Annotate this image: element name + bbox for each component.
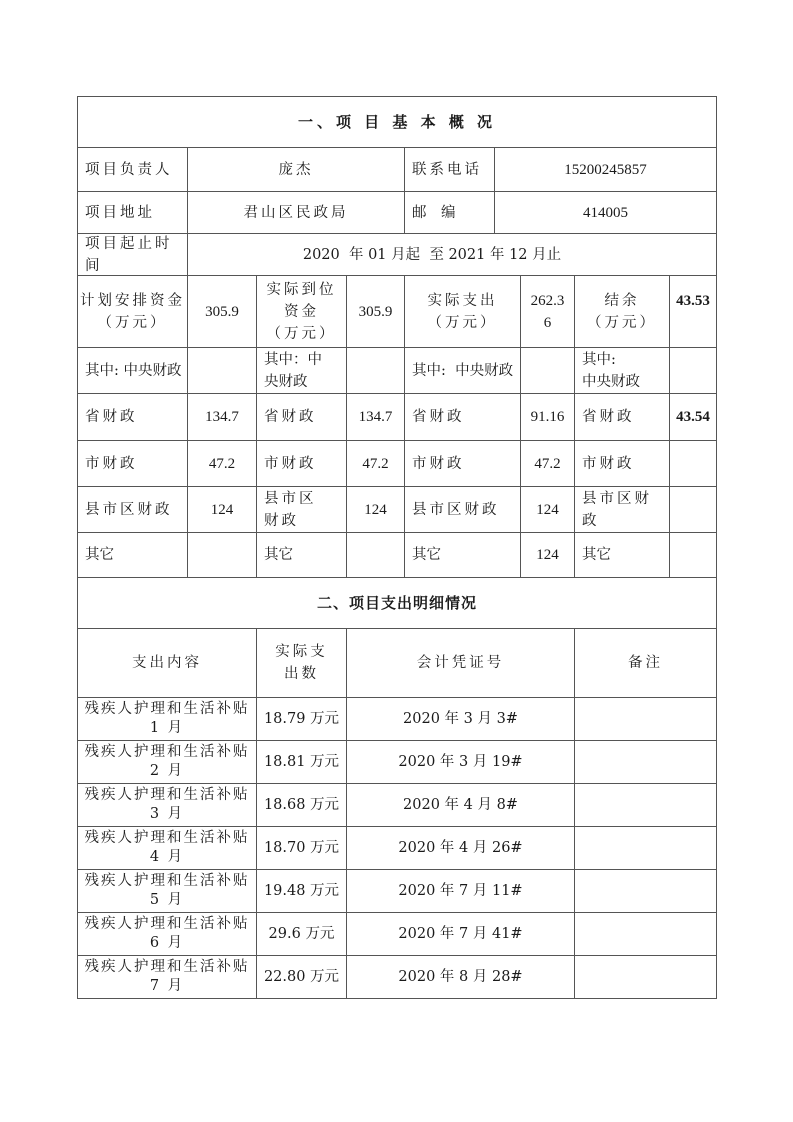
header-voucher: 会计凭证号 (346, 628, 575, 698)
central-planned-value (187, 347, 257, 394)
manager-value: 庞杰 (187, 147, 405, 192)
row-amount: 18.81 万元 (256, 740, 347, 784)
row-remark (574, 697, 717, 741)
header-content: 支出内容 (77, 628, 257, 698)
county-spent-label: 县市区财政 (404, 486, 521, 533)
row-amount: 18.70 万元 (256, 826, 347, 870)
other-spent-value: 124 (520, 532, 575, 578)
row-content: 残疾人护理和生活补贴 7 月 (77, 955, 257, 999)
county-spent-value: 124 (520, 486, 575, 533)
postcode-value: 414005 (494, 191, 717, 234)
row-voucher: 2020 年 3 月 3# (346, 697, 575, 741)
provincial-spent-value: 91.16 (520, 393, 575, 441)
provincial-balance-value: 43.54 (669, 393, 717, 441)
row-voucher: 2020 年 4 月 26# (346, 826, 575, 870)
county-balance-value (669, 486, 717, 533)
balance-value: 43.53 (669, 275, 717, 348)
row-remark (574, 826, 717, 870)
central-spent-value (520, 347, 575, 394)
county-balance-label: 县市区财政 (574, 486, 670, 533)
postcode-label: 邮 编 (404, 191, 495, 234)
row-amount: 19.48 万元 (256, 869, 347, 913)
row-content: 残疾人护理和生活补贴 6 月 (77, 912, 257, 956)
address-value: 君山区民政局 (187, 191, 405, 234)
period-value: 2020 年 01 月起 至 2021 年 12 月止 (187, 233, 717, 276)
central-planned-label: 其中: 中央财政 (77, 347, 188, 394)
planned-funds-value: 305.9 (187, 275, 257, 348)
row-remark (574, 740, 717, 784)
row-content: 残疾人护理和生活补贴 1 月 (77, 697, 257, 741)
other-spent-label: 其它 (404, 532, 521, 578)
received-funds-label: 实际到位 资金 （万元） (256, 275, 347, 348)
city-balance-value (669, 440, 717, 487)
row-remark (574, 869, 717, 913)
header-amount: 实际支 出数 (256, 628, 347, 698)
spent-funds-value: 262.36 (520, 275, 575, 348)
city-spent-label: 市财政 (404, 440, 521, 487)
other-balance-value (669, 532, 717, 578)
phone-value: 15200245857 (494, 147, 717, 192)
address-label: 项目地址 (77, 191, 188, 234)
provincial-spent-label: 省财政 (404, 393, 521, 441)
row-content: 残疾人护理和生活补贴 2 月 (77, 740, 257, 784)
county-planned-value: 124 (187, 486, 257, 533)
other-received-value (346, 532, 405, 578)
provincial-planned-label: 省财政 (77, 393, 188, 441)
row-voucher: 2020 年 7 月 41# (346, 912, 575, 956)
row-voucher: 2020 年 8 月 28# (346, 955, 575, 999)
phone-label: 联系电话 (404, 147, 495, 192)
row-remark (574, 783, 717, 827)
other-balance-label: 其它 (574, 532, 670, 578)
row-voucher: 2020 年 4 月 8# (346, 783, 575, 827)
central-received-label: 其中：中 央财政 (256, 347, 347, 394)
central-balance-value (669, 347, 717, 394)
other-planned-label: 其它 (77, 532, 188, 578)
county-received-label: 县市区 财政 (256, 486, 347, 533)
provincial-received-label: 省财政 (256, 393, 347, 441)
provincial-received-value: 134.7 (346, 393, 405, 441)
manager-label: 项目负责人 (77, 147, 188, 192)
city-planned-value: 47.2 (187, 440, 257, 487)
city-balance-label: 市财政 (574, 440, 670, 487)
header-remark: 备注 (574, 628, 717, 698)
row-remark (574, 955, 717, 999)
city-spent-value: 47.2 (520, 440, 575, 487)
received-funds-value: 305.9 (346, 275, 405, 348)
row-content: 残疾人护理和生活补贴 5 月 (77, 869, 257, 913)
central-balance-label: 其中: 中央财政 (574, 347, 670, 394)
provincial-balance-label: 省财政 (574, 393, 670, 441)
balance-label: 结余 （万元） (574, 275, 670, 348)
central-spent-label: 其中: 中央财政 (404, 347, 521, 394)
other-received-label: 其它 (256, 532, 347, 578)
city-received-label: 市财政 (256, 440, 347, 487)
section1-title: 一、项 目 基 本 概 况 (77, 96, 717, 148)
row-remark (574, 912, 717, 956)
row-amount: 22.80 万元 (256, 955, 347, 999)
row-voucher: 2020 年 7 月 11# (346, 869, 575, 913)
row-voucher: 2020 年 3 月 19# (346, 740, 575, 784)
section2-title: 二、项目支出明细情况 (77, 577, 717, 629)
spent-funds-label: 实际支出 （万元） (404, 275, 521, 348)
other-planned-value (187, 532, 257, 578)
county-received-value: 124 (346, 486, 405, 533)
row-amount: 29.6 万元 (256, 912, 347, 956)
period-label: 项目起止时间 (77, 233, 188, 276)
row-amount: 18.68 万元 (256, 783, 347, 827)
city-planned-label: 市财政 (77, 440, 188, 487)
provincial-planned-value: 134.7 (187, 393, 257, 441)
row-amount: 18.79 万元 (256, 697, 347, 741)
planned-funds-label: 计划安排资金 （万元） (77, 275, 188, 348)
row-content: 残疾人护理和生活补贴 4 月 (77, 826, 257, 870)
county-planned-label: 县市区财政 (77, 486, 188, 533)
city-received-value: 47.2 (346, 440, 405, 487)
row-content: 残疾人护理和生活补贴 3 月 (77, 783, 257, 827)
central-received-value (346, 347, 405, 394)
